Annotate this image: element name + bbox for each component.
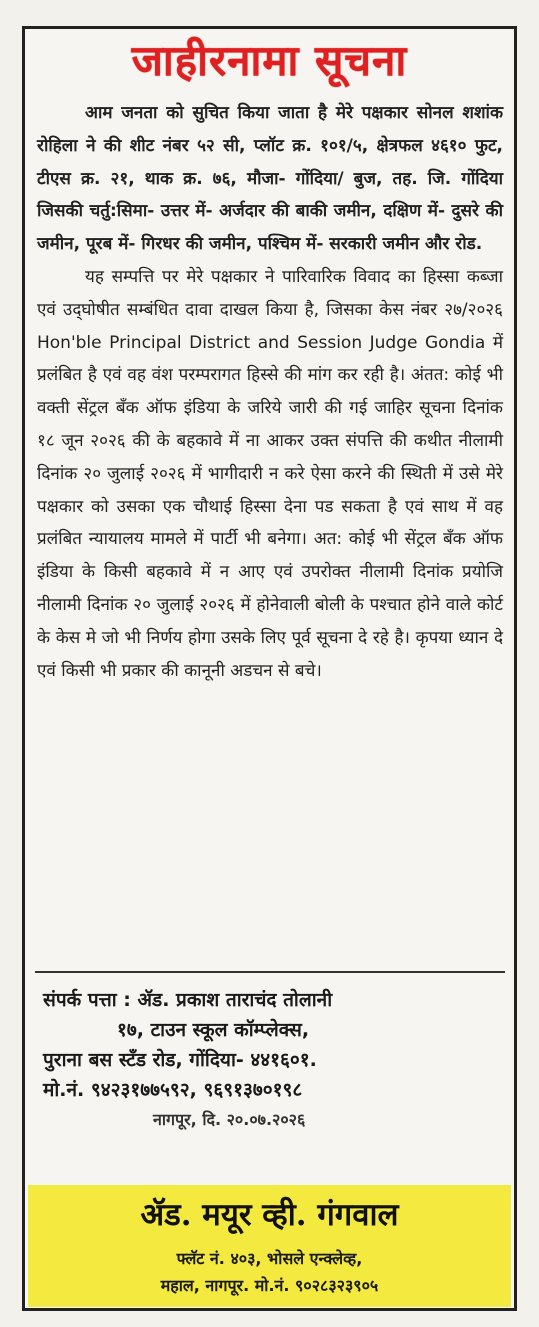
contact-line-advocate: संपर्क पत्ता : ॲड. प्रकाश ताराचंद तोलानी [43, 989, 333, 1011]
contact-block [43, 985, 503, 1135]
advocate-footer [28, 1185, 511, 1307]
contact-line-address-1: १७, टाउन स्कूल कॉम्प्लेक्स, [117, 1019, 310, 1041]
contact-line-address-2: पुराना बस स्टँड रोड, गोंदिया- ४४१६०१. [43, 1049, 317, 1071]
contact-line-phone: मो.नं. ९४२३१७७५९२, ९६९१३७०१९८ [43, 1079, 303, 1101]
advocate-name: ॲड. मयूर व्ही. गंगवाल [140, 1197, 399, 1233]
notice-title: जाहीरनामा सूचना [131, 36, 408, 85]
advocate-address-line-1: फ्लॅट नं. ४०३, भोसले एन्क्लेव्ह, [176, 1249, 363, 1268]
divider [35, 971, 505, 973]
notice-paragraph-1: आम जनता को सुचित किया जाता है मेरे पक्षकार सोनल शशांक रोहिला ने की शीट नंबर ५२ सी, प्लॉट क्र. १०१/५, क्षेत्रफल ४६१० फुट, टीएस क्र. २१, थाक क्र. ७६, मौजा- गोंदिया/ बुज, तह. जि. गोंदिया जिसकी चर्तु:सिमा- उत्तर में- अर्जदार की बाकी जमीन, दक्षिण में- दुसरे की जमीन, पूरब में- गिरधर की जमीन, पश्चिम में- सरकारी जमीन और रोड. [37, 103, 503, 255]
advocate-address [28, 1245, 511, 1299]
notice-paragraph-2: यह सम्पत्ति पर मेरे पक्षकार ने पारिवारिक विवाद का हिस्सा कब्जा एवं उद्‌घोषीत सम्बंधित दावा दाखल किया है, जिसका केस नंबर २७/२०२६ Hon'ble Principal District and Session Judge Gondia में प्रलंबित है एवं वह वंश परम्परागत हिस्से की मांग कर रही है। अंतत: कोई भी वक्ती सेंट्रल बँक ऑफ इंडिया के जरिये जारी की गई जाहिर सूचना दिनांक १८ जून २०२६ की के बहकावे में ना आकर उक्त संपत्ति की कथीत नीलामी दिनांक २० जुलाई २०२६ में भागीदारी न करे ऐसा करने की स्थिती में उसे मेरे पक्षकार को उसका एक चौथाई हिस्सा देना पड सकता है एवं साथ में वह प्रलंबित न्यायालय मामले में पार्टी भी बनेगा। अत: कोई भी सेंट्रल बँक ऑफ इंडिया के किसी बहकावे में न आए एवं उपरोक्त नीलामी दिनांक प्रयोजि नीलामी दिनांक २० जुलाई २०२६ में होनेवाली बोली के पश्चात होने वाले कोर्ट के केस मे जो भी निर्णय होगा उसके लिए पूर्व सूचना दे रहे है। कृपया ध्यान दे एवं किसी भी प्रकार की कानूनी अडचन से बचे। [37, 266, 503, 681]
advocate-address-line-2: महाल, नागपूर. मो.नं. ९०२८३२३९०५ [160, 1276, 379, 1295]
notice-date: नागपूर, दि. २०.०७.२०२६ [153, 1110, 306, 1129]
public-notice [22, 26, 517, 1311]
notice-body [37, 97, 503, 687]
